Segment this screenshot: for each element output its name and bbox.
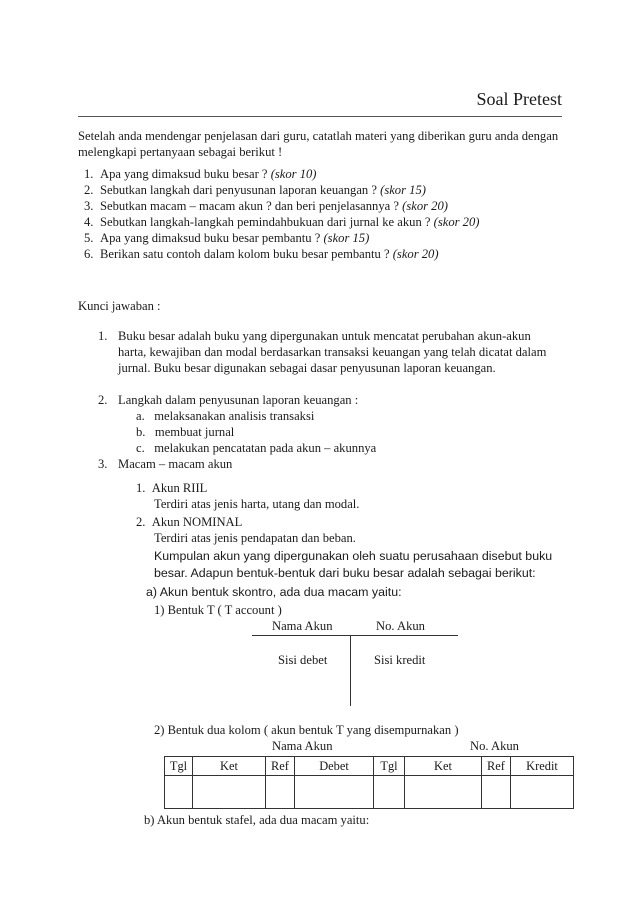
ledger-cell (165, 776, 193, 809)
question-item (78, 230, 564, 246)
question-text: Berikan satu contoh dalam kolom buku besar pembantu ? (100, 247, 393, 261)
stafel-heading: b) Akun bentuk stafel, ada dua macam yaitu: (144, 813, 370, 827)
step-item (136, 440, 376, 456)
question-number: 1. (84, 167, 94, 181)
account-type-number: 1. (136, 481, 146, 495)
ledger-empty-row (165, 776, 574, 809)
question-number: 6. (84, 247, 94, 261)
page-title: Soal Pretest (476, 89, 562, 109)
question-number: 4. (84, 215, 94, 229)
ledger-header-ket: Ket (405, 757, 482, 776)
question-score: (skor 20) (402, 199, 448, 213)
question-item (78, 182, 564, 198)
question-number: 3. (84, 199, 94, 213)
ledger-header-row (165, 757, 574, 776)
step-text: melaksanakan analisis transaksi (154, 409, 315, 423)
t-account-top-line (252, 635, 458, 636)
t-account-center-line (350, 636, 351, 706)
ledger-header-ref: Ref (266, 757, 295, 776)
step-letter: a. (136, 409, 145, 423)
ledger-header-kredit: Kredit (511, 757, 574, 776)
question-number: 2. (84, 183, 94, 197)
ledger-header-tgl: Tgl (165, 757, 193, 776)
question-score: (skor 20) (433, 215, 480, 229)
question-score: (skor 20) (392, 247, 439, 261)
skontro-heading: a) Akun bentuk skontro, ada dua macam yaitu: (146, 585, 402, 599)
ledger-paragraph: Kumpulan akun yang dipergunakan oleh suatu perusahaan disebut buku besar. Adapun bentuk-bentuk dari buku besar adalah sebagai berikut: (154, 549, 553, 580)
answer-2 (98, 392, 358, 408)
two-column-label: 2) Bentuk dua kolom ( akun bentuk T yang disempurnakan ) (154, 723, 459, 737)
question-score: (skor 15) (323, 231, 370, 245)
question-item (78, 214, 564, 230)
step-text: membuat jurnal (154, 425, 235, 439)
question-text: Apa yang dimaksud buku besar pembantu ? (100, 231, 324, 245)
answer-text: Langkah dalam penyusunan laporan keuangan : (118, 393, 359, 407)
question-item (78, 246, 564, 262)
ledger-cell (511, 776, 574, 809)
question-text: Sebutkan langkah dari penyusunan laporan keuangan ? (100, 183, 381, 197)
two-column-number-label: No. Akun (470, 739, 519, 753)
account-type-number: 2. (136, 515, 146, 529)
question-number: 5. (84, 231, 94, 245)
ledger-header-ket: Ket (193, 757, 266, 776)
ledger-cell (193, 776, 266, 809)
step-item (136, 424, 234, 440)
t-account-number-label: No. Akun (376, 619, 425, 633)
answer-1 (98, 328, 562, 376)
two-column-name-label: Nama Akun (272, 739, 333, 753)
step-text: melakukan pencatatan pada akun – akunnya (154, 441, 377, 455)
ledger-cell (482, 776, 511, 809)
answer-text: Macam – macam akun (118, 457, 233, 471)
step-letter: c. (136, 441, 145, 455)
step-letter: b. (136, 425, 146, 439)
question-text: Sebutkan langkah-langkah pemindahbukuan dari jurnal ke akun ? (100, 215, 434, 229)
two-column-ledger-table (164, 756, 574, 809)
question-item (78, 166, 564, 182)
question-list (78, 166, 564, 262)
ledger-cell (405, 776, 482, 809)
answer-number: 2. (98, 393, 108, 407)
account-type-desc: Terdiri atas jenis harta, utang dan modal. (154, 497, 360, 511)
ledger-cell (374, 776, 405, 809)
t-account-debit-side: Sisi debet (278, 653, 328, 667)
t-account-label: 1) Bentuk T ( T account ) (154, 603, 282, 617)
intro-paragraph: Setelah anda mendengar penjelasan dari guru, catatlah materi yang diberikan guru anda dengan melengkapi pertanyaan sebagai berikut ! (78, 129, 559, 159)
header-divider (78, 116, 562, 117)
answer-3 (98, 456, 232, 472)
question-text: Sebutkan macam – macam akun ? dan beri penjelasannya ? (100, 199, 403, 213)
step-item (136, 408, 314, 424)
ledger-header-ref: Ref (482, 757, 511, 776)
account-type-item (136, 514, 242, 530)
answer-key-heading: Kunci jawaban : (78, 299, 161, 313)
question-text: Apa yang dimaksud buku besar ? (100, 167, 271, 181)
t-account-name-label: Nama Akun (272, 619, 333, 633)
ledger-cell (295, 776, 374, 809)
question-score: (skor 15) (380, 183, 426, 197)
account-type-desc: Terdiri atas jenis pendapatan dan beban. (154, 531, 356, 545)
answer-number: 1. (98, 329, 108, 343)
account-type-item (136, 480, 207, 496)
question-item (78, 198, 564, 214)
question-score: (skor 10) (270, 167, 317, 181)
ledger-cell (266, 776, 295, 809)
answer-number: 3. (98, 457, 108, 471)
ledger-header-tgl: Tgl (374, 757, 405, 776)
account-type-name: Akun NOMINAL (151, 515, 243, 529)
answer-text: Buku besar adalah buku yang dipergunakan untuk mencatat perubahan akun-akun harta, kewajiban dan modal berdasarkan transaksi keuangan yang telah dicatat dalam jurnal. Buku besar digunakan sebagai dasar penyusunan laporan keuangan. (118, 329, 547, 375)
account-type-name: Akun RIIL (151, 481, 208, 495)
t-account-credit-side: Sisi kredit (374, 653, 426, 667)
ledger-header-debet: Debet (295, 757, 374, 776)
